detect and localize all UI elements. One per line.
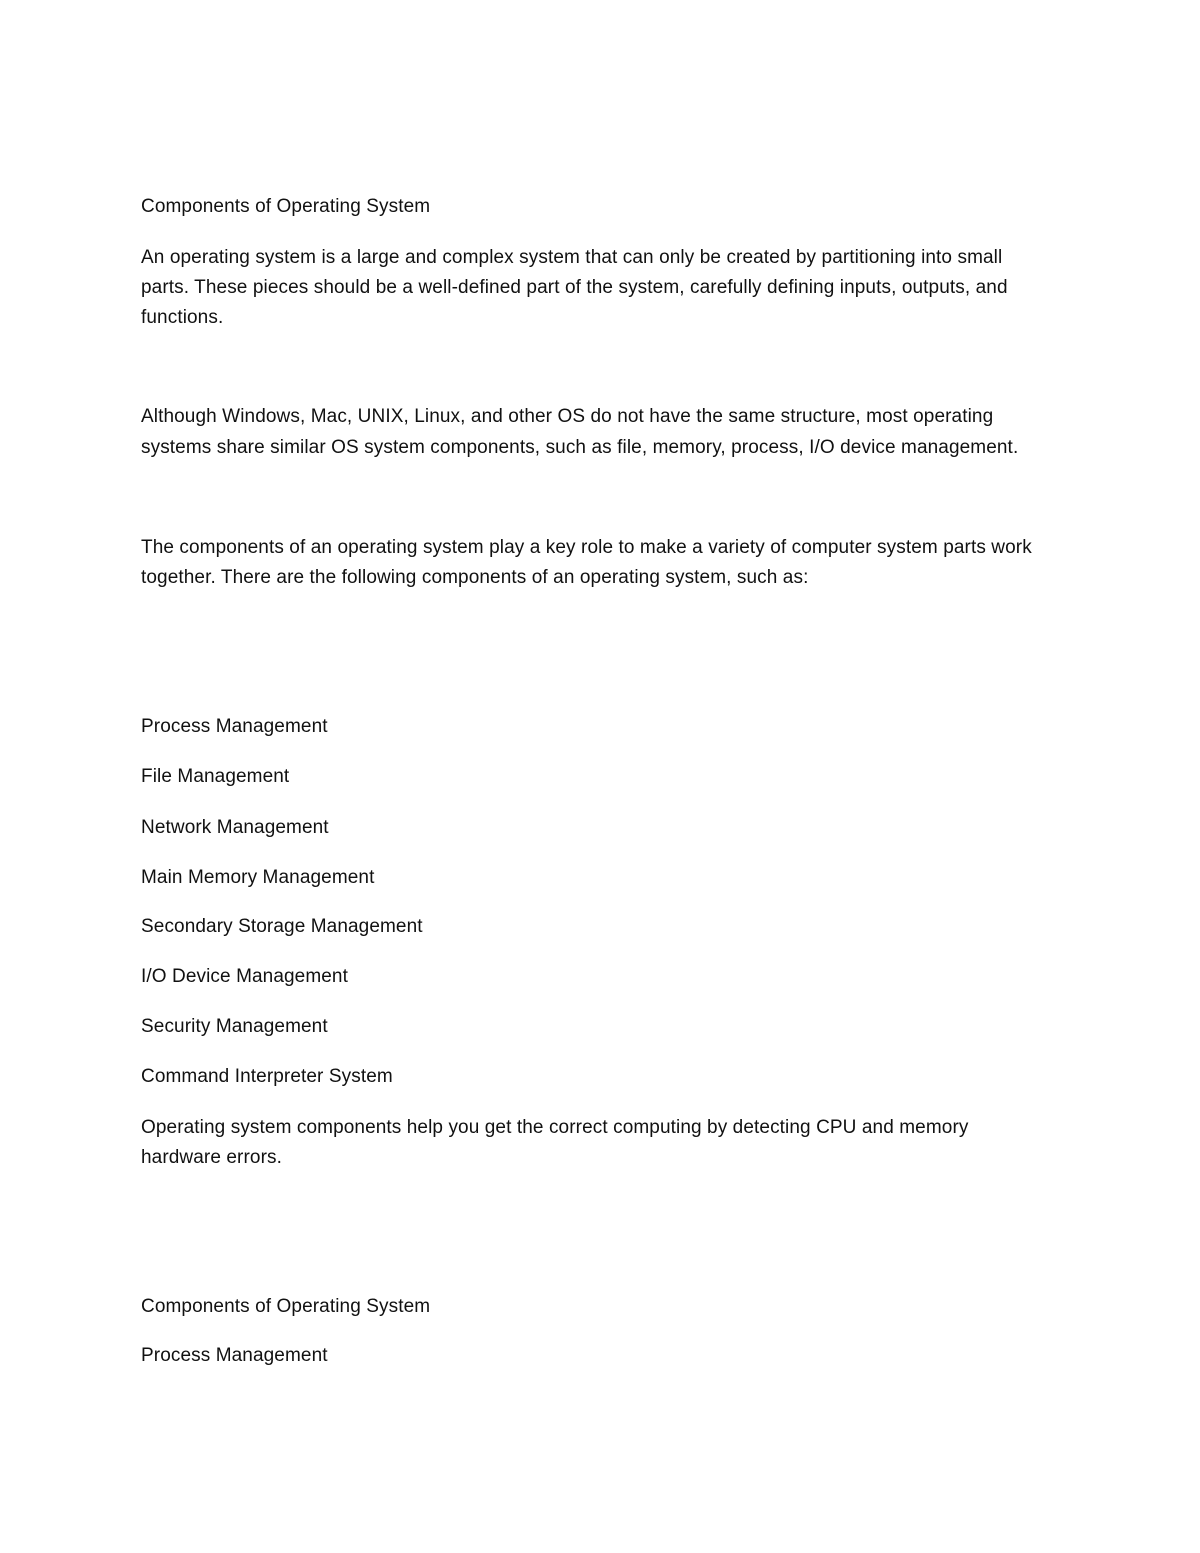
role-paragraph-line: together. There are the following components of an operating system, such as:	[141, 567, 809, 588]
section-heading: Components of Operating System	[141, 1296, 431, 1317]
component-list-item: Network Management	[141, 817, 329, 838]
component-list-item: Process Management	[141, 716, 328, 737]
subsection-heading: Process Management	[141, 1345, 328, 1366]
role-paragraph-line: The components of an operating system play a key role to make a variety of computer system parts work	[141, 537, 1032, 558]
component-list-item: Main Memory Management	[141, 867, 375, 888]
summary-paragraph-line: Operating system components help you get the correct computing by detecting CPU and memory	[141, 1117, 969, 1138]
intro-paragraph-line: functions.	[141, 307, 224, 328]
component-list-item: Command Interpreter System	[141, 1066, 393, 1087]
component-list-item: Secondary Storage Management	[141, 916, 423, 937]
document-title: Components of Operating System	[141, 196, 431, 217]
intro-paragraph-line: parts. These pieces should be a well-defined part of the system, carefully defining inputs, outputs, and	[141, 277, 1008, 298]
component-list-item: I/O Device Management	[141, 966, 348, 987]
structure-paragraph-line: Although Windows, Mac, UNIX, Linux, and other OS do not have the same structure, most operating	[141, 406, 994, 427]
structure-paragraph-line: systems share similar OS system components, such as file, memory, process, I/O device management.	[141, 437, 1019, 458]
component-list-item: Security Management	[141, 1016, 328, 1037]
summary-paragraph-line: hardware errors.	[141, 1147, 282, 1168]
component-list-item: File Management	[141, 766, 290, 787]
intro-paragraph-line: An operating system is a large and complex system that can only be created by partitioning into small	[141, 247, 1003, 268]
